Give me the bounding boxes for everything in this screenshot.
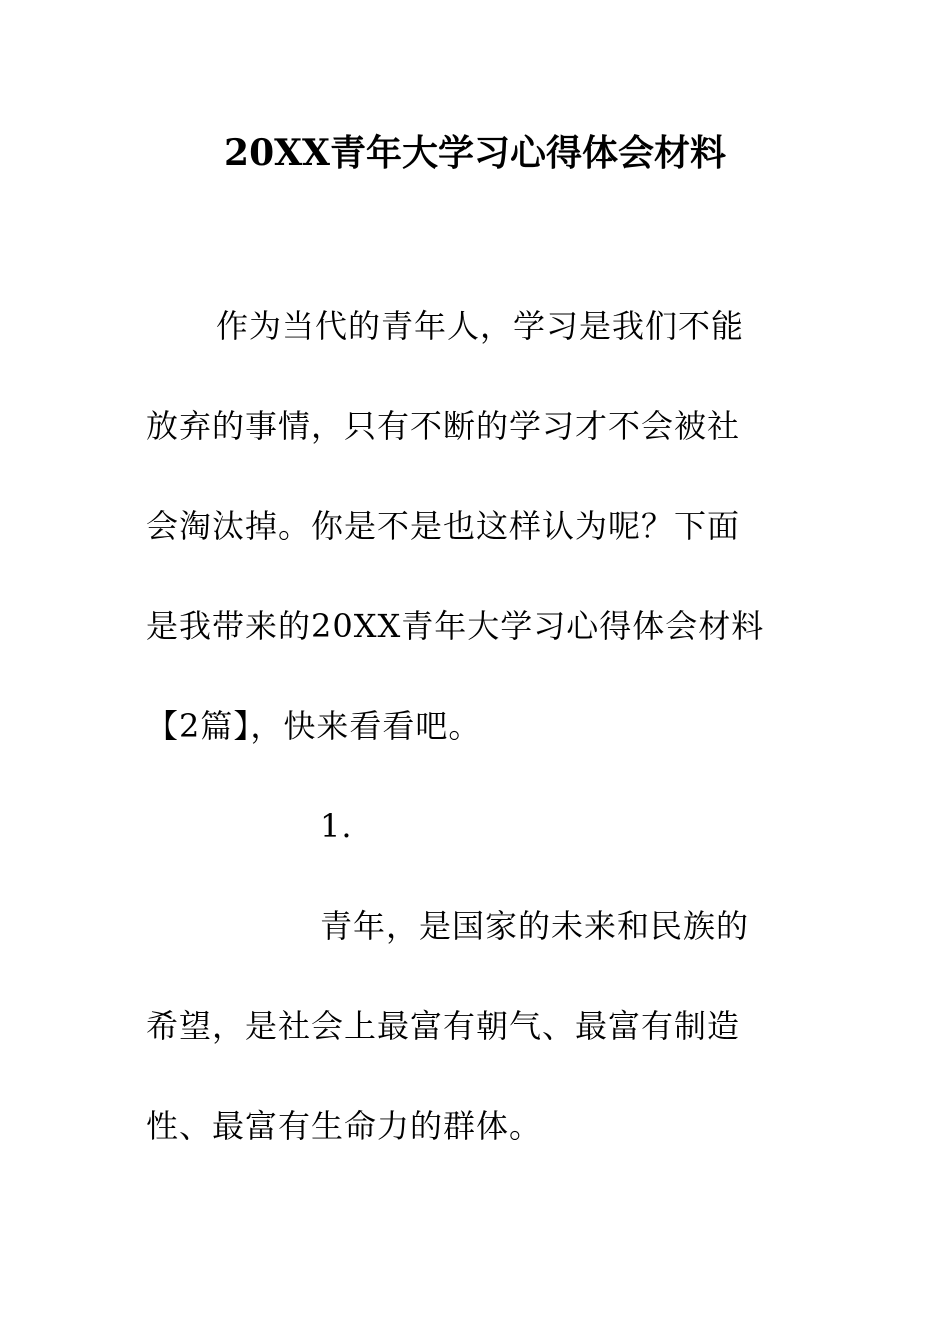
section-number: 1.: [320, 807, 353, 845]
paragraph-line: 放弃的事情，只有不断的学习才不会被社: [146, 407, 741, 445]
paragraph-line: 会淘汰掉。你是不是也这样认为呢？下面: [146, 507, 741, 545]
paragraph-line: 是我带来的20XX青年大学习心得体会材料: [146, 607, 765, 645]
paragraph-line: 希望，是社会上最富有朝气、最富有制造: [146, 1007, 741, 1045]
document-title: 20XX青年大学习心得体会材料: [224, 132, 726, 174]
paragraph-line: 性、最富有生命力的群体。: [146, 1107, 543, 1145]
paragraph-line: 青年，是国家的未来和民族的: [320, 907, 750, 945]
paragraph-line: 作为当代的青年人，学习是我们不能: [216, 307, 745, 345]
paragraph-line: 【2篇】，快来看看吧。: [146, 707, 482, 745]
